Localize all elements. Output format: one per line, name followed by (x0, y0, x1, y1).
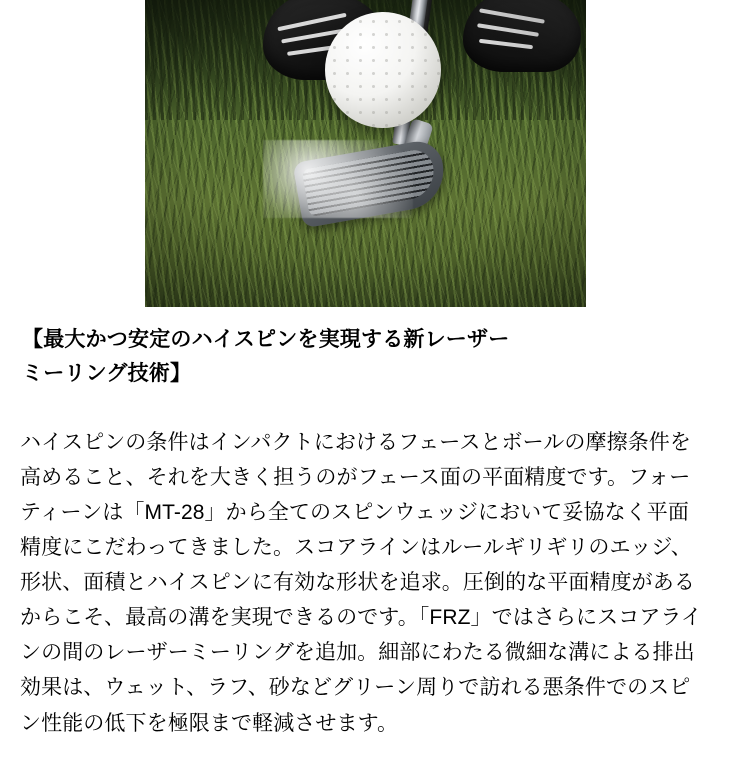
golf-shoe-right (463, 0, 581, 72)
section-heading-line-2: ミーリング技術】 (22, 362, 192, 386)
shoe-lace (477, 23, 539, 37)
shoe-lace (479, 8, 545, 23)
description-body (20, 425, 710, 741)
description-paragraph: ハイスピンの条件はインパクトにおけるフェースとボールの摩擦条件を高めること、それを大きく担うのがフェース面の平面精度です。フォーティーンは「MT-28」から全てのスピンウェッジにおいて妥協なく平面精度にこだわってきました。スコアラインはルールギリギリのエッジ、形状、面積とハイスピンに有効な形状を追求。圧倒的な平面精度があるからこそ、最高の溝を実現できるのです。「FRZ」ではさらにスコアラインの間のレーザーミーリングを追加。細部にわたる微細な溝による排出効果は、ウェット、ラフ、砂などグリーン周りで訪れる悪条件でのスピン性能の低下を極限まで軽減させます。 (20, 431, 702, 735)
shoe-lace (277, 13, 346, 31)
section-heading-line-1: 【最大かつ安定のハイスピンを実現する新レーザー (22, 328, 510, 351)
golf-wedge-photo (145, 0, 586, 307)
golf-ball-dimples (325, 12, 441, 128)
shoe-lace (478, 39, 532, 50)
golf-ball (325, 12, 441, 128)
water-splash (263, 140, 413, 218)
hero-image-container (0, 0, 730, 307)
section-heading (22, 323, 708, 391)
